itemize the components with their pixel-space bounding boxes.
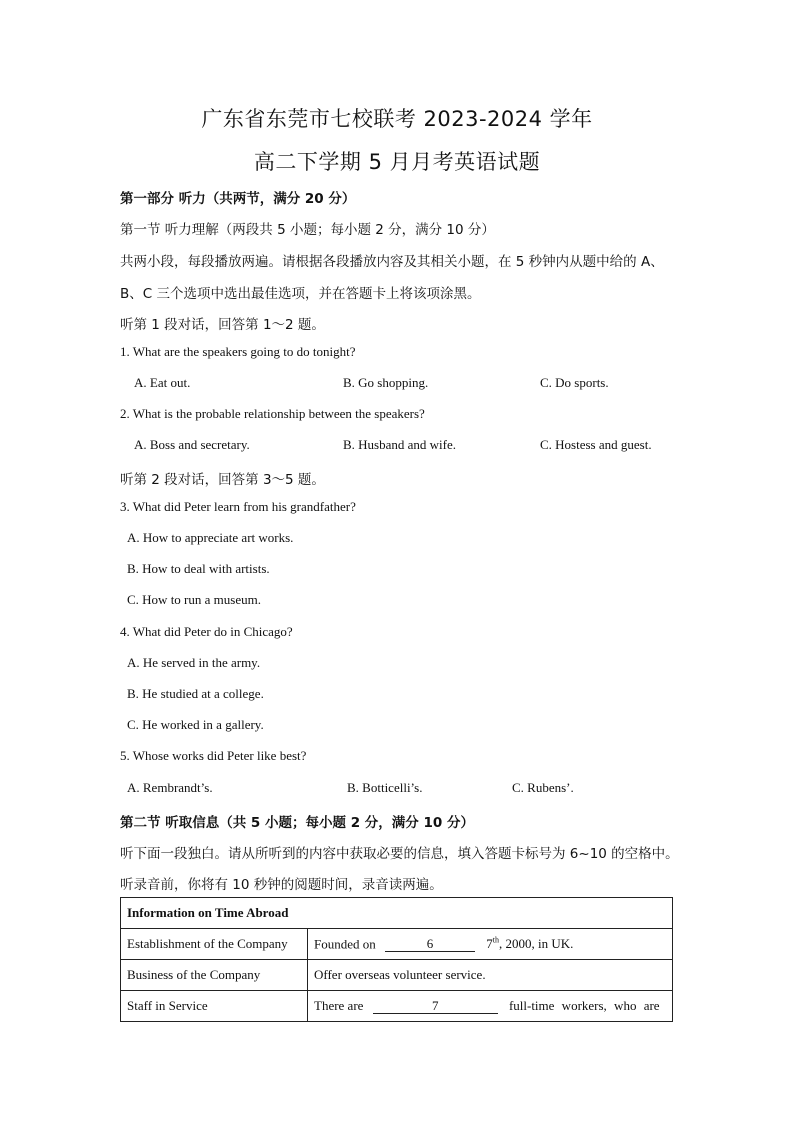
table-row [121, 960, 673, 991]
row-label: Business of the Company [121, 960, 308, 991]
question-1-option-b: B. Go shopping. [343, 375, 429, 390]
section2-heading: 第二节 听取信息（共 5 小题；每小题 2 分，满分 10 分） [120, 815, 474, 831]
question-4-stem: 4. What did Peter do in Chicago? [120, 624, 293, 639]
question-4-option-a: A. He served in the army. [127, 655, 261, 670]
question-1-option-c: C. Do sports. [540, 375, 609, 390]
question-3-option-a: A. How to appreciate art works. [127, 530, 294, 545]
section1-heading: 第一节 听力理解（两段共 5 小题；每小题 2 分，满分 10 分） [120, 222, 495, 238]
row-post-text: 7th, 2000, in UK. [486, 935, 574, 952]
dialog1-intro: 听第 1 段对话，回答第 1～2 题。 [120, 317, 325, 333]
question-5-option-c: C. Rubens’. [512, 780, 574, 795]
question-5-option-b: B. Botticelli’s. [347, 780, 423, 795]
section2-instruction-2: 听录音前，你将有 10 秒钟的阅题时间，录音读两遍。 [120, 877, 443, 893]
question-2-option-b: B. Husband and wife. [343, 437, 457, 452]
part1-heading: 第一部分 听力（共两节，满分 20 分） [120, 191, 356, 207]
row-label: Staff in Service [121, 991, 308, 1022]
question-3-option-c: C. How to run a museum. [127, 592, 261, 607]
title-line-1: 广东省东莞市七校联考 2023-2024 学年 [201, 107, 593, 131]
question-4-option-b: B. He studied at a college. [127, 686, 264, 701]
question-4-option-c: C. He worked in a gallery. [127, 717, 264, 732]
dialog2-intro: 听第 2 段对话，回答第 3～5 题。 [120, 472, 325, 488]
row-post-text: full-time workers, who are [508, 998, 660, 1013]
question-1-stem: 1. What are the speakers going to do tonight? [120, 344, 356, 359]
question-5-stem: 5. Whose works did Peter like best? [120, 748, 307, 763]
row-pre-text: Founded on [314, 936, 376, 952]
title-line-2: 高二下学期 5 月月考英语试题 [253, 150, 541, 174]
question-1-option-a: A. Eat out. [134, 375, 191, 390]
question-2-option-a: A. Boss and secretary. [134, 437, 250, 452]
row-content [308, 991, 673, 1022]
answer-blank-7[interactable]: 7 [373, 999, 498, 1014]
table-header: Information on Time Abroad [121, 898, 673, 929]
row-label: Establishment of the Company [121, 929, 308, 960]
table-row [121, 929, 673, 960]
table-header-row [121, 898, 673, 929]
question-3-option-b: B. How to deal with artists. [127, 561, 270, 576]
section2-instruction-1: 听下面一段独白。请从所听到的内容中获取必要的信息，填入答题卡标号为 6~10 的空格中。 [120, 846, 679, 862]
information-table [120, 897, 673, 1022]
row-pre-text: There are [314, 998, 364, 1013]
question-3-stem: 3. What did Peter learn from his grandfather? [120, 499, 356, 514]
table-row [121, 991, 673, 1022]
section1-instruction-1: 共两小段，每段播放两遍。请根据各段播放内容及其相关小题，在 5 秒钟内从题中给的 A、 [120, 254, 664, 270]
row-content: Offer overseas volunteer service. [308, 960, 673, 991]
row-content [308, 929, 673, 960]
question-2-option-c: C. Hostess and guest. [540, 437, 652, 452]
question-2-stem: 2. What is the probable relationship between the speakers? [120, 406, 425, 421]
section1-instruction-2: B、C 三个选项中选出最佳选项，并在答题卡上将该项涂黑。 [120, 286, 481, 302]
question-5-option-a: A. Rembrandt’s. [127, 780, 213, 795]
answer-blank-6[interactable]: 6 [385, 937, 475, 952]
